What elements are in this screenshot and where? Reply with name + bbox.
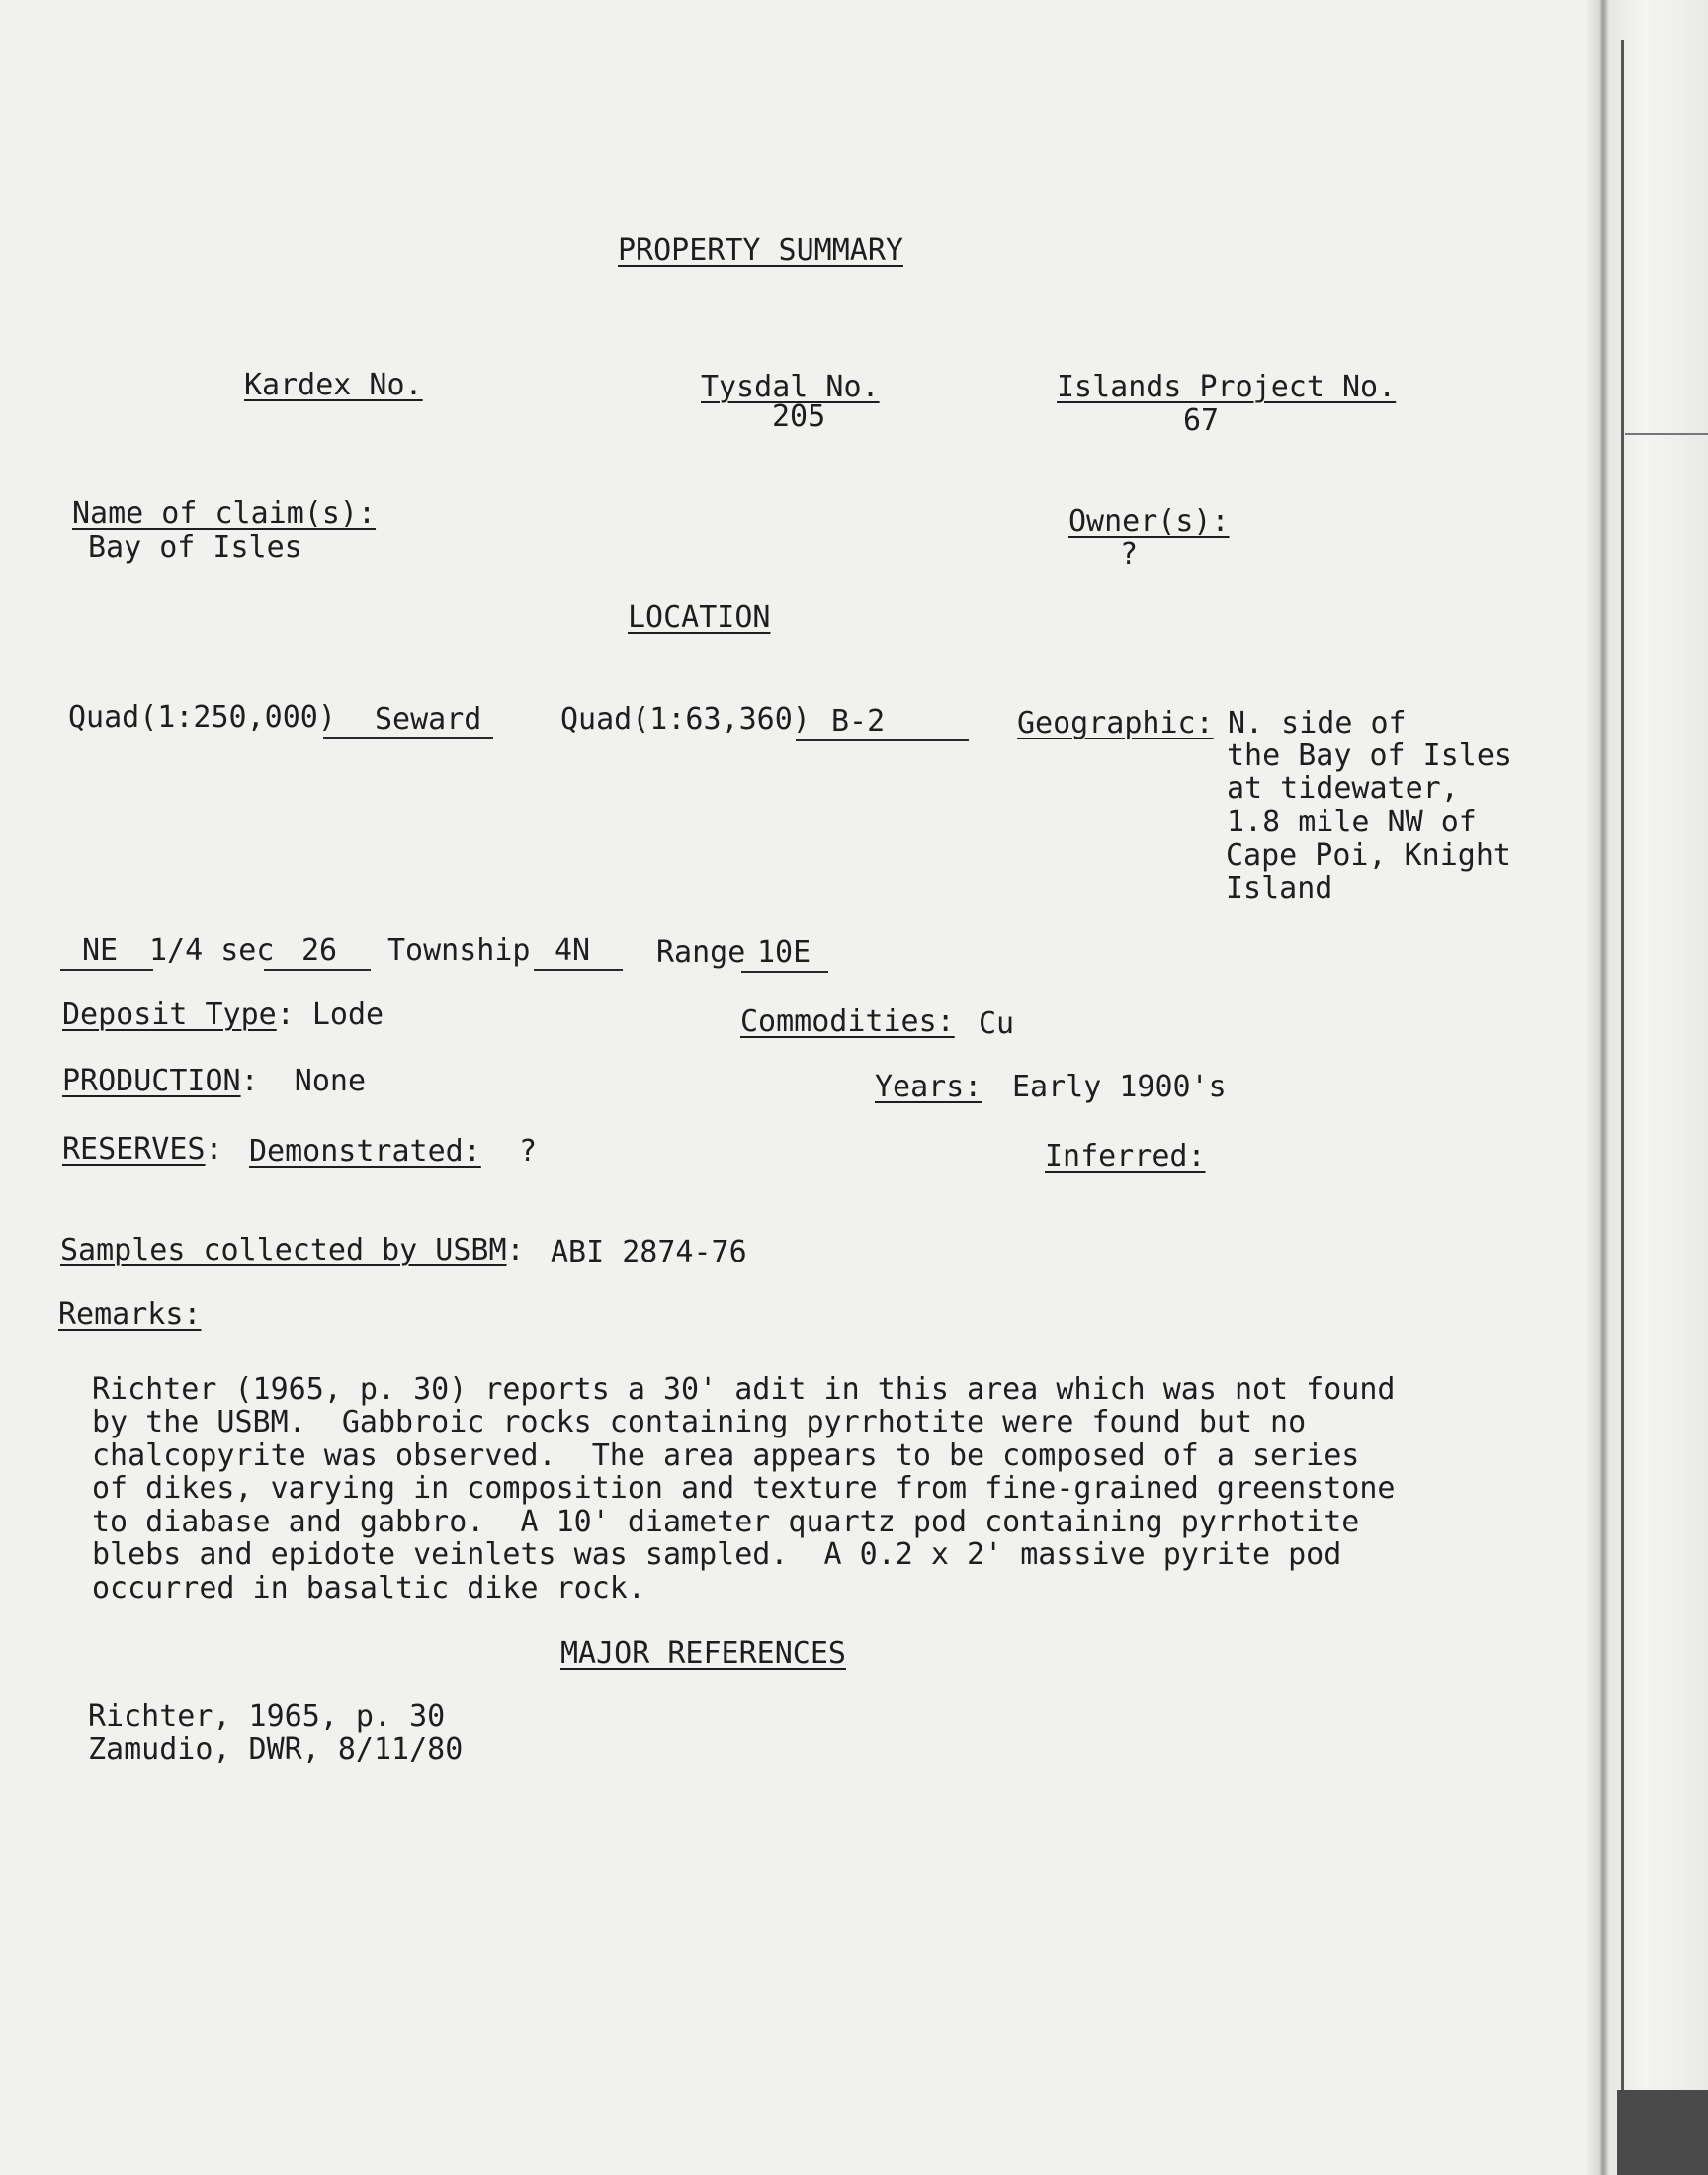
tysdal-value: 205 [772, 399, 826, 434]
reserves-colon: : [205, 1132, 223, 1167]
quad63-underline [796, 740, 969, 741]
claim-name-value: Bay of Isles [88, 530, 302, 565]
reference-item: Richter, 1965, p. 30 [88, 1699, 446, 1734]
production-value: : None [240, 1064, 367, 1098]
quad250-label: Quad(1:250,000) [68, 700, 336, 735]
demonstrated-value: ? [519, 1134, 538, 1169]
remarks-line: by the USBM. Gabbroic rocks containing pyrrhotite were found but no [92, 1405, 1307, 1439]
page-edge-line [1621, 40, 1624, 2165]
claim-name-label: Name of claim(s): [72, 496, 377, 531]
deposit-type-value: : Lode [276, 998, 384, 1032]
page-title: PROPERTY SUMMARY [618, 233, 903, 268]
deposit-type-label: Deposit Type [62, 998, 277, 1032]
geographic-line: Island [1226, 871, 1333, 906]
owner-label: Owner(s): [1068, 504, 1230, 539]
remarks-line: Richter (1965, p. 30) reports a 30' adit in this area which was not found [92, 1372, 1396, 1407]
geographic-line: 1.8 mile NW of [1227, 805, 1477, 839]
deposit-type-row [62, 999, 384, 1032]
commodities-value: Cu [979, 1006, 1015, 1041]
reserves-row [62, 1133, 223, 1167]
reference-item: Zamudio, DWR, 8/11/80 [88, 1732, 464, 1767]
kardex-label: Kardex No. [244, 368, 423, 402]
sec-value: 26 [301, 933, 338, 968]
page-edge-tick [1625, 433, 1708, 435]
geographic-line: N. side of [1228, 706, 1407, 740]
quad63-label: Quad(1:63,360) [560, 702, 811, 737]
years-value: Early 1900's [1012, 1070, 1227, 1104]
remarks-label: Remarks: [58, 1297, 202, 1332]
islands-project-label: Islands Project No. [1057, 370, 1397, 404]
range-underline [741, 971, 828, 973]
location-heading: LOCATION [628, 600, 771, 635]
inferred-label: Inferred: [1045, 1139, 1206, 1174]
production-row [62, 1065, 366, 1098]
geographic-label: Geographic: [1017, 706, 1214, 740]
owner-value: ? [1120, 537, 1139, 571]
commodities-label: Commodities: [740, 1004, 955, 1039]
sec-underline [264, 969, 371, 971]
township-value: 4N [555, 933, 591, 968]
references-heading: MAJOR REFERENCES [560, 1636, 846, 1671]
islands-project-value: 67 [1183, 403, 1220, 438]
demonstrated-label: Demonstrated: [249, 1134, 481, 1169]
samples-row [60, 1234, 525, 1267]
quarter-underline [60, 969, 153, 971]
quad250-underline [323, 737, 493, 739]
years-label: Years: [875, 1070, 982, 1104]
remarks-line: occurred in basaltic dike rock. [92, 1571, 645, 1606]
samples-colon: : [506, 1233, 525, 1267]
reserves-label: RESERVES [62, 1132, 206, 1167]
geographic-line: the Bay of Isles [1227, 739, 1512, 773]
township-underline [534, 969, 623, 971]
remarks-line: chalcopyrite was observed. The area appears to be composed of a series [92, 1438, 1360, 1473]
township-label: Township [387, 933, 531, 968]
remarks-line: blebs and epidote veinlets was sampled. A 0.2 x 2' massive pyrite pod [92, 1537, 1342, 1572]
geographic-line: Cape Poi, Knight [1226, 838, 1511, 873]
quad63-value: B-2 [831, 704, 886, 739]
samples-value: ABI 2874-76 [551, 1235, 747, 1269]
scanned-page-edge [1585, 0, 1708, 2175]
remarks-line: to diabase and gabbro. A 10' diameter quartz pod containing pyrrhotite [92, 1505, 1360, 1539]
geographic-line: at tidewater, [1227, 771, 1459, 806]
remarks-line: of dikes, varying in composition and texture from fine-grained greenstone [92, 1471, 1396, 1506]
quarter-value: NE [82, 933, 119, 968]
tysdal-label: Tysdal No. [701, 370, 880, 404]
quarter-sec-label: 1/4 sec [149, 933, 275, 968]
quad250-value: Seward [375, 702, 482, 737]
range-label: Range [656, 935, 746, 970]
samples-label: Samples collected by USBM [60, 1233, 507, 1267]
range-value: 10E [757, 935, 811, 970]
production-label: PRODUCTION [62, 1064, 241, 1098]
page-corner-shadow [1617, 2090, 1708, 2175]
